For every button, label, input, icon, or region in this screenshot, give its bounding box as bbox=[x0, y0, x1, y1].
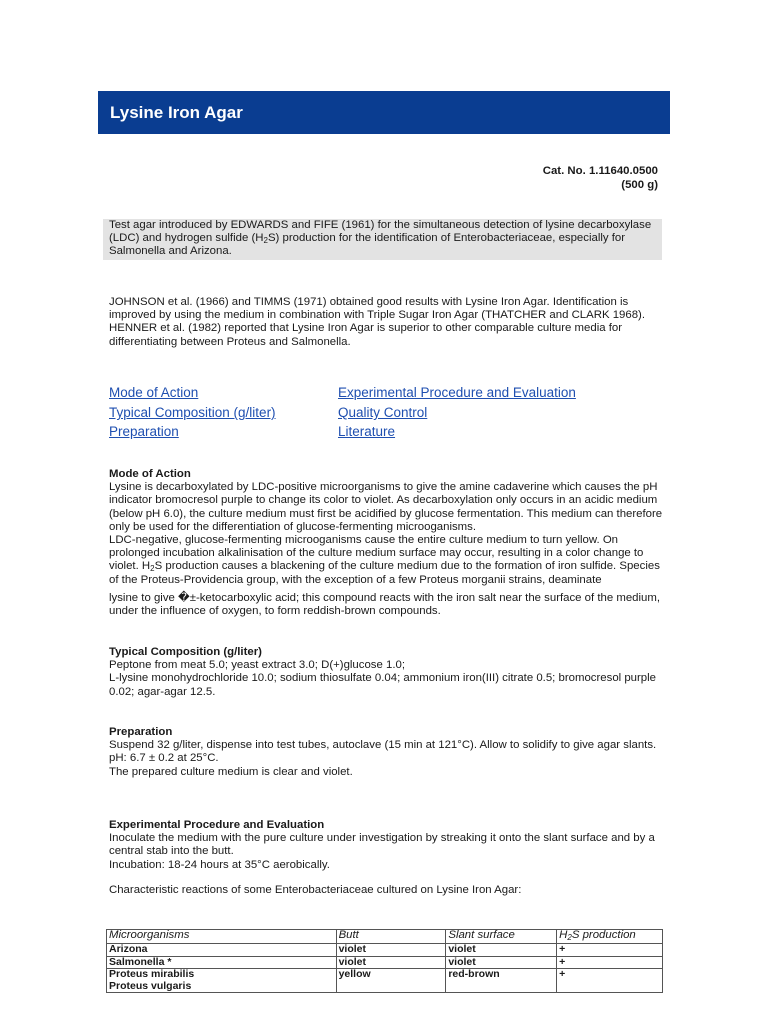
cell-organism: Salmonella * bbox=[107, 956, 337, 969]
cell-butt: yellow bbox=[336, 969, 446, 993]
catalog-info bbox=[543, 165, 658, 192]
mode-of-action-subscript: 2 bbox=[150, 564, 155, 574]
cell-organism: Arizona bbox=[107, 944, 337, 957]
cell-butt: violet bbox=[336, 944, 446, 957]
intro-box bbox=[103, 219, 662, 260]
cell-organism-group bbox=[107, 969, 337, 993]
link-preparation[interactable]: Preparation bbox=[109, 424, 179, 439]
mode-of-action-p2b-text: S production causes a blackening of the culture medium due to the formation of iron sulfide. Species of the Proteus-Providencia group, with the exception of a few Proteus morganii strains, deaminate bbox=[109, 560, 660, 586]
header-h2s-production bbox=[557, 930, 663, 944]
intro-text-1: Test agar introduced by EDWARDS and FIFE (1961) for the simultaneous detection of lysine decarboxylase (LDC) and hydrogen sulfide (H bbox=[109, 219, 652, 245]
page-title: Lysine Iron Agar bbox=[110, 103, 243, 122]
link-experimental-procedure[interactable]: Experimental Procedure and Evaluation bbox=[338, 385, 576, 400]
link-literature[interactable]: Literature bbox=[338, 424, 396, 439]
catalog-number: Cat. No. 1.11640.0500 bbox=[542, 165, 658, 177]
header-slant-surface: Slant surface bbox=[446, 930, 557, 944]
preparation-section bbox=[109, 726, 664, 779]
cell-slant: violet bbox=[446, 944, 557, 957]
header-butt: Butt bbox=[336, 930, 446, 944]
header-h2s-label: S production bbox=[571, 929, 636, 941]
preparation-line-1: Suspend 32 g/liter, dispense into test tubes, autoclave (15 min at 121°C). Allow to solidify to give agar slants. bbox=[109, 739, 657, 752]
intro-subscript: 2 bbox=[263, 236, 268, 246]
header-microorganisms: Microorganisms bbox=[107, 930, 337, 944]
cell-slant: red-brown bbox=[446, 969, 557, 993]
experimental-section bbox=[109, 819, 664, 897]
cell-organism: Proteus vulgaris bbox=[109, 979, 192, 992]
preparation-line-3: The prepared culture medium is clear and violet. bbox=[109, 765, 353, 778]
package-size: (500 g) bbox=[621, 178, 658, 191]
composition-line-1: Peptone from meat 5.0; yeast extract 3.0; D(+)glucose 1.0; bbox=[109, 659, 405, 672]
page-title-banner bbox=[98, 91, 670, 134]
history-paragraph: JOHNSON et al. (1966) and TIMMS (1971) obtained good results with Lysine Iron Agar. Identification is improved by using the medium in combination with Triple Sugar Iron Agar (THATCHER and CLARK 1968). HENNER et al. (1982) reported that Lysine Iron Agar is superior to other comparable culture media for differentiating between Proteus and Salmonella. bbox=[109, 296, 646, 348]
reactions-table bbox=[106, 929, 663, 993]
preparation-line-2: pH: 6.7 ± 0.2 at 25°C. bbox=[109, 752, 219, 765]
link-typical-composition[interactable]: Typical Composition (g/liter) bbox=[109, 405, 276, 420]
composition-section bbox=[109, 646, 664, 699]
experimental-heading: Experimental Procedure and Evaluation bbox=[109, 819, 325, 831]
cell-h2s: + bbox=[557, 944, 663, 957]
experimental-line-1: Inoculate the medium with the pure culture under investigation by streaking it onto the slant surface and by a central stab into the butt. bbox=[109, 832, 655, 858]
mode-of-action-p2-text: LDC-negative, glucose-fermenting microoganisms cause the entire culture medium to turn yellow. On prolonged incubation alkalinisation of the culture medium surface may occur, resulting in a color change to violet. H bbox=[109, 534, 644, 573]
cell-organism: Proteus mirabilis bbox=[109, 968, 195, 980]
link-mode-of-action[interactable]: Mode of Action bbox=[109, 385, 199, 400]
cell-slant: violet bbox=[446, 956, 557, 969]
experimental-line-3: Characteristic reactions of some Enterobacteriaceae cultured on Lysine Iron Agar: bbox=[109, 883, 522, 896]
intro-text-2: S) production for the identification of Enterobacteriaceae, especially for Salmonella and Arizona. bbox=[109, 232, 626, 258]
preparation-heading: Preparation bbox=[109, 726, 173, 738]
table-header-row bbox=[107, 930, 663, 944]
composition-line-2: L-lysine monohydrochloride 10.0; sodium thiosulfate 0.04; ammonium iron(III) citrate 0.5; bromocresol purple 0.02; agar-agar 12.5. bbox=[109, 672, 657, 698]
mode-of-action-heading: Mode of Action bbox=[109, 468, 191, 480]
cell-butt: violet bbox=[336, 956, 446, 969]
header-h2s-prefix: H bbox=[559, 929, 568, 941]
table-row bbox=[107, 944, 663, 957]
table-row bbox=[107, 969, 663, 993]
mode-of-action-p2 bbox=[109, 534, 664, 587]
header-h2s-subscript: 2 bbox=[567, 933, 572, 942]
link-quality-control[interactable]: Quality Control bbox=[338, 405, 428, 420]
mode-of-action-p3: lysine to give �±-ketocarboxylic acid; this compound reacts with the iron salt near the surface of the medium, under the influence of oxygen, to form reddish-brown compounds. bbox=[109, 591, 661, 618]
cell-h2s: + bbox=[557, 969, 663, 993]
mode-of-action-p1: Lysine is decarboxylated by LDC-positive microorganisms to give the amine cadaverine which causes the pH indicator bromocresol purple to change its color to violet. As decarboxylation only occurs in an acidic medium (below pH 6.0), the culture medium must first be acidified by glucose fermentation. This medium can therefore only be used for the differentiation of glucose-fermenting microoganisms. bbox=[109, 481, 663, 533]
mode-of-action-section bbox=[109, 468, 664, 618]
experimental-line-2: Incubation: 18-24 hours at 35°C aerobically. bbox=[109, 858, 330, 871]
composition-heading: Typical Composition (g/liter) bbox=[109, 646, 262, 658]
cell-h2s: + bbox=[557, 956, 663, 969]
table-row bbox=[107, 956, 663, 969]
